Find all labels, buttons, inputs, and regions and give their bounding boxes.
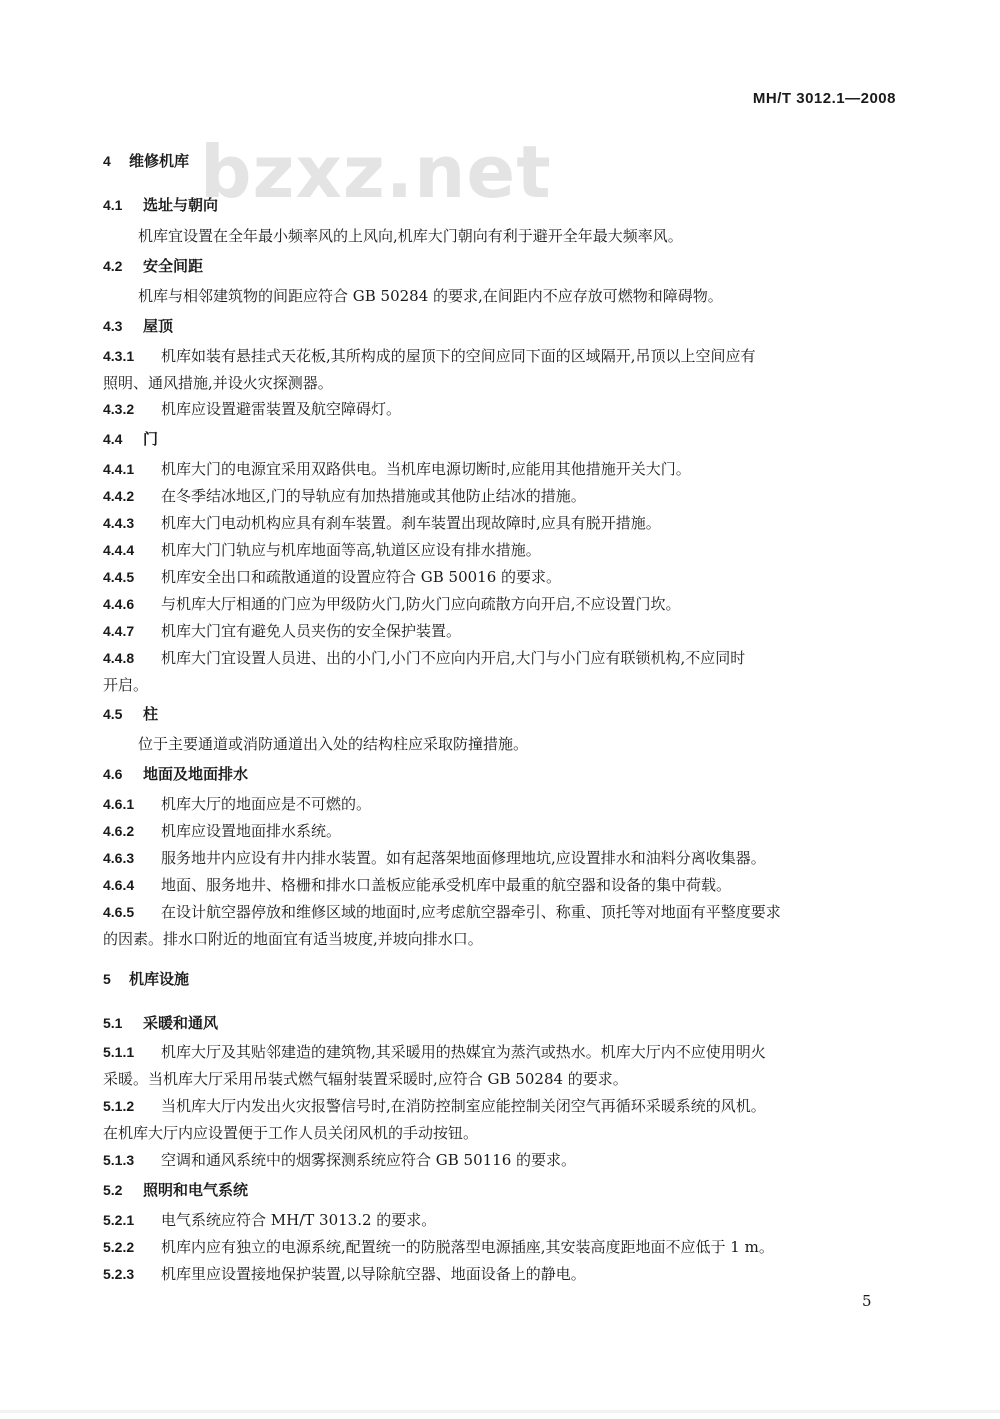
section-5-heading: [103, 969, 903, 989]
section-4-4-heading: [103, 429, 903, 449]
clause-number: 4.4.5: [103, 569, 135, 585]
section-number: 4.3: [103, 318, 123, 334]
clause-number: 4.4.6: [103, 596, 135, 612]
clause-text: 机库内应有独立的电源系统,配置统一的防脱落型电源插座,其安装高度距地面不应低于 1 m。: [161, 1238, 774, 1256]
section-number: 5.2: [103, 1182, 123, 1198]
section-4-5-body: 位于主要通道或消防通道出入处的结构柱应采取防撞措施。: [138, 735, 529, 753]
clause-5-1-2: [103, 1096, 903, 1116]
section-number: 4: [103, 153, 111, 169]
page-number: 5: [862, 1292, 872, 1310]
clause-number: 4.4.8: [103, 650, 135, 666]
clause-text: 机库大厅的地面应是不可燃的。: [161, 795, 372, 813]
clause-text: 与机库大厅相通的门应为甲级防火门,防火门应向疏散方向开启,不应设置门坎。: [161, 595, 681, 613]
section-number: 5: [103, 971, 111, 987]
clause-number: 5.1.3: [103, 1152, 135, 1168]
clause-number: 4.4.2: [103, 488, 135, 504]
section-4-5-heading: [103, 704, 903, 724]
clause-text: 在冬季结冰地区,门的导轨应有加热措施或其他防止结冰的措施。: [161, 487, 586, 505]
clause-number: 4.6.3: [103, 850, 135, 866]
section-4-3-heading: [103, 316, 903, 336]
clause-text: 机库大门电动机构应具有刹车装置。刹车装置出现故障时,应具有脱开措施。: [161, 514, 661, 532]
section-number: 4.2: [103, 258, 123, 274]
clause-5-2-3: [103, 1264, 903, 1284]
clause-5-2-2: [103, 1237, 903, 1257]
clause-4-4-6: [103, 594, 903, 614]
section-title: 选址与朝向: [143, 196, 219, 214]
clause-number: 4.3.1: [103, 348, 135, 364]
clause-number: 4.6.1: [103, 796, 135, 812]
clause-text: 空调和通风系统中的烟雾探测系统应符合 GB 50116 的要求。: [161, 1151, 577, 1169]
clause-number: 4.6.2: [103, 823, 135, 839]
clause-number: 4.3.2: [103, 401, 135, 417]
clause-number: 5.1.2: [103, 1098, 135, 1114]
clause-number: 4.6.5: [103, 904, 135, 920]
clause-4-3-1-continued: 照明、通风措施,并设火灾探测器。: [103, 374, 333, 392]
clause-text: 当机库大厅内发出火灾报警信号时,在消防控制室应能控制关闭空气再循环采暖系统的风机。: [161, 1097, 766, 1115]
clause-text: 机库大厅及其贴邻建造的建筑物,其采暖用的热媒宜为蒸汽或热水。机库大厅内不应使用明火: [161, 1043, 766, 1061]
clause-text: 机库大门的电源宜采用双路供电。当机库电源切断时,应能用其他措施开关大门。: [161, 460, 691, 478]
clause-number: 5.2.2: [103, 1239, 135, 1255]
clause-number: 4.6.4: [103, 877, 135, 893]
clause-text: 机库大门门轨应与机库地面等高,轨道区应设有排水措施。: [161, 541, 541, 559]
clause-text: 电气系统应符合 MH/T 3013.2 的要求。: [161, 1211, 437, 1229]
clause-5-1-3: [103, 1150, 903, 1170]
clause-5-1-1: [103, 1042, 903, 1062]
clause-4-4-7: [103, 621, 903, 641]
section-title: 采暖和通风: [143, 1014, 219, 1032]
section-number: 4.6: [103, 766, 123, 782]
clause-4-6-3: [103, 848, 903, 868]
page-bottom-edge: [0, 1410, 1000, 1413]
clause-text: 在设计航空器停放和维修区域的地面时,应考虑航空器牵引、称重、顶托等对地面有平整度要求: [161, 903, 781, 921]
clause-text: 机库安全出口和疏散通道的设置应符合 GB 50016 的要求。: [161, 568, 562, 586]
clause-4-6-5-continued: 的因素。排水口附近的地面宜有适当坡度,并坡向排水口。: [103, 930, 483, 948]
clause-5-2-1: [103, 1210, 903, 1230]
section-title: 门: [143, 430, 159, 448]
section-5-1-heading: [103, 1013, 903, 1033]
document-code: MH/T 3012.1—2008: [752, 90, 896, 107]
clause-number: 4.4.7: [103, 623, 135, 639]
watermark: bzxz.net: [200, 130, 552, 214]
clause-4-6-1: [103, 794, 903, 814]
clause-text: 机库大门宜设置人员进、出的小门,小门不应向内开启,大门与小门应有联锁机构,不应同时: [161, 649, 746, 667]
clause-4-3-1: [103, 346, 903, 366]
clause-4-4-5: [103, 567, 903, 587]
section-title: 机库设施: [129, 970, 190, 988]
section-title: 维修机库: [129, 152, 190, 170]
clause-4-4-8: [103, 648, 903, 668]
section-4-2-body: 机库与相邻建筑物的间距应符合 GB 50284 的要求,在间距内不应存放可燃物和障碍物。: [138, 287, 723, 305]
section-number: 5.1: [103, 1015, 123, 1031]
clause-text: 机库大门宜有避免人员夹伤的安全保护装置。: [161, 622, 462, 640]
section-title: 照明和电气系统: [143, 1181, 249, 1199]
clause-5-1-1-continued: 采暖。当机库大厅采用吊装式燃气辐射装置采暖时,应符合 GB 50284 的要求。: [103, 1070, 628, 1088]
clause-4-6-4: [103, 875, 903, 895]
section-number: 4.5: [103, 706, 123, 722]
clause-4-6-5: [103, 902, 903, 922]
clause-text: 机库应设置避雷装置及航空障碍灯。: [161, 400, 402, 418]
section-number: 4.4: [103, 431, 123, 447]
clause-text: 机库应设置地面排水系统。: [161, 822, 342, 840]
clause-4-4-8-continued: 开启。: [103, 676, 149, 694]
section-title: 安全间距: [143, 257, 204, 275]
clause-4-4-2: [103, 486, 903, 506]
section-number: 4.1: [103, 197, 123, 213]
clause-4-4-4: [103, 540, 903, 560]
clause-text: 服务地井内应设有井内排水装置。如有起落架地面修理地坑,应设置排水和油料分离收集器。: [161, 849, 766, 867]
clause-5-1-2-continued: 在机库大厅内应设置便于工作人员关闭风机的手动按钮。: [103, 1124, 479, 1142]
section-title: 屋顶: [143, 317, 174, 335]
clause-4-6-2: [103, 821, 903, 841]
section-4-1-body: 机库宜设置在全年最小频率风的上风向,机库大门朝向有利于避开全年最大频率风。: [138, 227, 683, 245]
section-4-2-heading: [103, 256, 903, 276]
clause-4-4-3: [103, 513, 903, 533]
section-5-2-heading: [103, 1180, 903, 1200]
clause-number: 4.4.1: [103, 461, 135, 477]
clause-number: 5.2.1: [103, 1212, 135, 1228]
section-4-heading: [103, 151, 903, 171]
clause-text: 机库里应设置接地保护装置,以导除航空器、地面设备上的静电。: [161, 1265, 586, 1283]
clause-number: 5.1.1: [103, 1044, 135, 1060]
section-4-6-heading: [103, 764, 903, 784]
section-4-1-heading: [103, 195, 903, 215]
clause-text: 机库如装有悬挂式天花板,其所构成的屋顶下的空间应同下面的区域隔开,吊顶以上空间应有: [161, 347, 756, 365]
section-title: 柱: [143, 705, 159, 723]
clause-text: 地面、服务地井、格栅和排水口盖板应能承受机库中最重的航空器和设备的集中荷载。: [161, 876, 732, 894]
clause-number: 5.2.3: [103, 1266, 135, 1282]
clause-number: 4.4.3: [103, 515, 135, 531]
clause-4-3-2: [103, 399, 903, 419]
clause-4-4-1: [103, 459, 903, 479]
clause-number: 4.4.4: [103, 542, 135, 558]
section-title: 地面及地面排水: [143, 765, 249, 783]
